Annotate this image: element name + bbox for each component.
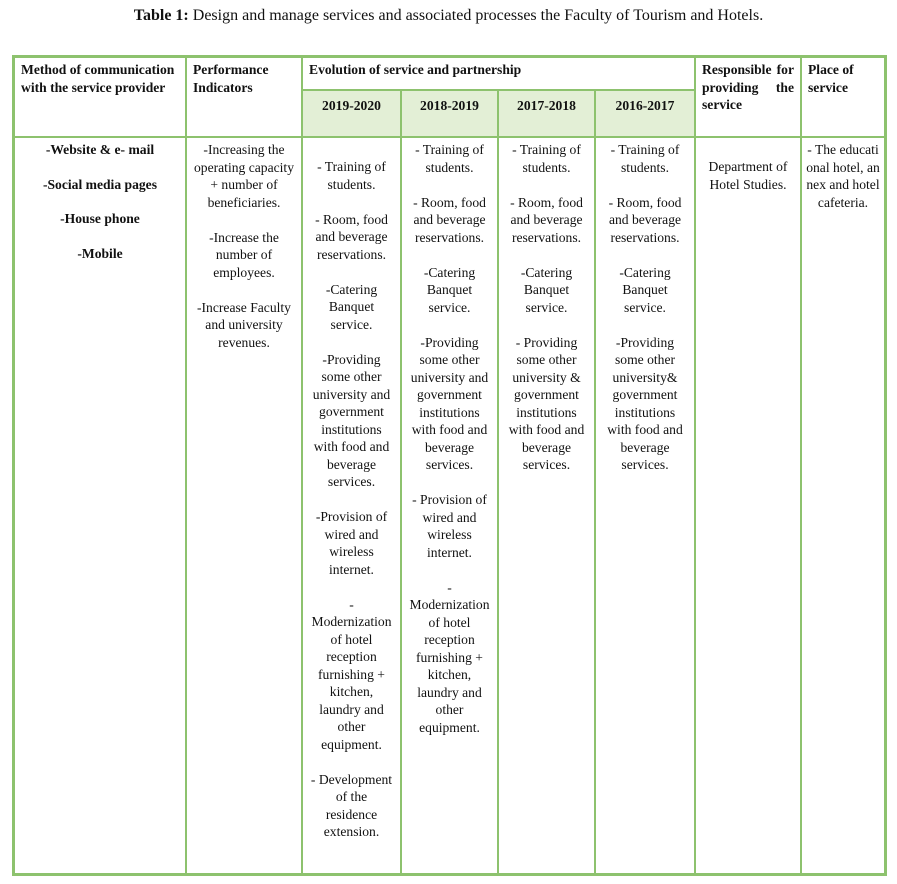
responsible-text: Department of Hotel Studies. [708,159,788,192]
table-caption [100,5,797,26]
evolution-item: - Room, food and beverage reservations. [315,211,388,262]
evolution-cell-2016-2017 [595,137,695,874]
caption-label: Table 1: [133,7,189,24]
method-item: -Website & e- mail [45,142,155,157]
evolution-cell-2019-2020 [302,137,401,874]
evolution-item: -Catering Banquet service. [520,264,573,315]
evolution-item: - Provision of wired and wireless internet. [412,492,487,560]
caption-text: Design and manage services and associated processes the Faculty of Tourism and Hotels. [192,7,764,24]
evolution-item: - Room, food and beverage reservations. [608,194,682,245]
evolution-item: - Training of students. [415,142,484,175]
header-place: Place of service [801,57,885,137]
services-table [12,55,887,876]
evolution-cell-2017-2018 [498,137,595,874]
evolution-cell-2018-2019 [401,137,498,874]
evolution-item: - Development of the residence extension. [310,771,393,839]
methods-cell [14,137,186,874]
evolution-item: - Training of students. [610,142,680,175]
place-text: - The educational hotel, annex and hotel cafeteria. [806,142,880,210]
header-method: Method of communication with the service provider [14,57,186,137]
evolution-item: -Providing some other university and government institutions with food and beverage services. [312,351,391,489]
evolution-item: - Training of students. [317,159,386,192]
indicators-cell [186,137,302,874]
evolution-item: -Providing some other university and government institutions with food and beverage services. [410,334,489,472]
indicator-item: -Increasing the operating capacity + number of beneficiaries. [193,142,294,210]
evolution-item: - Room, food and beverage reservations. [413,194,486,245]
place-cell [801,137,885,874]
evolution-item: -Catering Banquet service. [619,264,671,315]
method-item: -House phone [60,211,140,226]
indicator-item: -Increase Faculty and university revenues. [197,299,291,350]
method-item: -Mobile [77,245,123,261]
year-header-2017-2018: 2017-2018 [498,90,595,137]
header-responsible: Responsible for providing the service [695,57,801,137]
evolution-item: -Catering Banquet service. [423,264,476,315]
evolution-item: - Training of students. [512,142,581,175]
responsible-cell [695,137,801,874]
evolution-item: - Modernization of hotel reception furnishing + kitchen, laundry and other equipment. [409,579,490,735]
year-header-2018-2019: 2018-2019 [401,90,498,137]
evolution-item: -Catering Banquet service. [325,281,378,332]
indicator-item: -Increase the number of employees. [209,229,279,280]
year-header-2019-2020: 2019-2020 [302,90,401,137]
header-indicators: Performance Indicators [186,57,302,137]
evolution-item: -Providing some other university& government institutions with food and beverage services. [607,334,683,472]
header-evolution: Evolution of service and partnership [302,57,695,90]
evolution-item: - Modernization of hotel reception furnishing + kitchen, laundry and other equipment. [311,596,392,752]
evolution-item: - Room, food and beverage reservations. [510,194,583,245]
evolution-item: - Providing some other university & government institutions with food and beverage services. [508,334,585,472]
evolution-item: -Provision of wired and wireless internet. [315,509,388,577]
year-header-2016-2017: 2016-2017 [595,90,695,137]
method-item: -Social media pages [42,176,158,192]
